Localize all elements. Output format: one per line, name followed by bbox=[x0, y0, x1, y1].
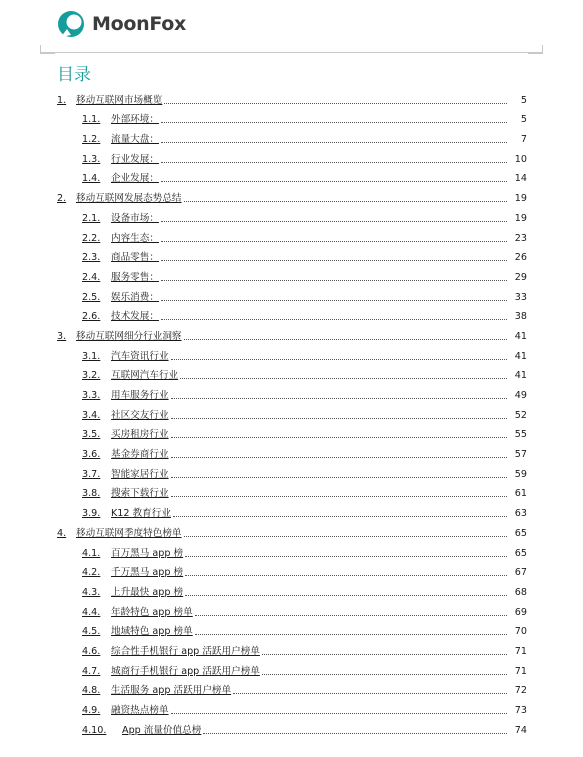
toc-entry-label[interactable]: 服务零售： bbox=[111, 271, 159, 283]
toc-entry-label[interactable]: 移动互联网季度特色榜单 bbox=[76, 527, 182, 539]
toc-entry-label[interactable]: 设备市场： bbox=[111, 212, 159, 224]
toc-leader-dots bbox=[184, 201, 507, 202]
toc-entry-label[interactable]: 娱乐消费： bbox=[111, 291, 159, 303]
toc-entry[interactable] bbox=[57, 126, 527, 146]
toc-entry-number: 4.5. bbox=[82, 626, 101, 638]
toc-entry-page: 52 bbox=[514, 409, 527, 421]
toc-entry[interactable] bbox=[57, 87, 527, 107]
toc-leader-dots bbox=[161, 221, 507, 222]
toc-entry-page: 65 bbox=[514, 547, 527, 559]
toc-entry-label[interactable]: 外部环境： bbox=[111, 114, 159, 126]
toc-entry-number: 1.4. bbox=[82, 173, 101, 185]
toc-entry[interactable] bbox=[57, 166, 527, 186]
toc-entry-number: 4.10. bbox=[82, 724, 107, 736]
toc-entry-number: 3.7. bbox=[82, 468, 101, 480]
toc-leader-dots bbox=[203, 733, 507, 734]
toc-entry-number: 3.9. bbox=[82, 508, 101, 520]
toc-entry[interactable] bbox=[57, 579, 527, 599]
toc-entry[interactable] bbox=[57, 363, 527, 383]
toc-entry-page: 71 bbox=[514, 645, 527, 657]
toc-entry[interactable] bbox=[57, 264, 527, 284]
toc-entry-number: 2. bbox=[57, 193, 67, 205]
toc-entry-page: 55 bbox=[514, 429, 527, 441]
toc-entry-number: 3.1. bbox=[82, 350, 101, 362]
toc-entry-page: 33 bbox=[514, 291, 527, 303]
toc-entry-page: 67 bbox=[514, 567, 527, 579]
toc-leader-dots bbox=[173, 516, 507, 517]
toc-entry[interactable] bbox=[57, 323, 527, 343]
toc-entry-label[interactable]: K12 教育行业 bbox=[111, 508, 171, 520]
toc-entry-label[interactable]: 地域特色 app 榜单 bbox=[111, 626, 193, 638]
toc-entry[interactable] bbox=[57, 185, 527, 205]
toc-entry-label[interactable]: 汽车资讯行业 bbox=[111, 350, 169, 362]
toc-entry[interactable] bbox=[57, 422, 527, 442]
toc-leader-dots bbox=[233, 693, 507, 694]
toc-entry[interactable] bbox=[57, 304, 527, 324]
toc-entry[interactable] bbox=[57, 146, 527, 166]
brand-logo bbox=[57, 10, 186, 38]
toc-entry-label[interactable]: 技术发展： bbox=[111, 311, 159, 323]
toc-entry-number: 4.2. bbox=[82, 567, 101, 579]
toc-entry[interactable] bbox=[57, 658, 527, 678]
toc-entry-number: 4.9. bbox=[82, 705, 101, 716]
toc-entry-page: 65 bbox=[514, 527, 527, 539]
toc-leader-dots bbox=[161, 181, 507, 182]
toc-entry-label[interactable]: 用车服务行业 bbox=[111, 390, 169, 401]
toc-entry[interactable] bbox=[57, 205, 527, 225]
toc-leader-dots bbox=[171, 496, 507, 497]
toc-entry-page: 61 bbox=[514, 488, 527, 500]
toc-entry[interactable] bbox=[57, 560, 527, 580]
toc-entry-label[interactable]: 基金券商行业 bbox=[111, 449, 169, 461]
toc-entry-page: 41 bbox=[514, 330, 527, 342]
toc-entry-label[interactable]: 移动互联网市场概览 bbox=[76, 94, 163, 106]
toc-entry[interactable] bbox=[57, 284, 527, 304]
toc-entry[interactable] bbox=[57, 599, 527, 619]
toc-entry-page: 73 bbox=[514, 705, 527, 716]
toc-entry-page: 57 bbox=[514, 449, 527, 461]
toc-entry-number: 4.4. bbox=[82, 606, 101, 618]
toc-entry-label[interactable]: 买房租房行业 bbox=[111, 429, 169, 441]
toc-entry-label[interactable]: 百万黑马 app 榜 bbox=[111, 547, 184, 559]
toc-entry-label[interactable]: 上升最快 app 榜 bbox=[111, 586, 184, 598]
moonfox-logo-icon bbox=[57, 10, 85, 38]
toc-entry-page: 19 bbox=[514, 212, 527, 224]
toc-leader-dots bbox=[161, 260, 507, 261]
toc-leader-dots bbox=[161, 319, 507, 320]
toc-entry-number: 3.3. bbox=[82, 390, 101, 401]
toc-leader-dots bbox=[185, 595, 507, 596]
toc-entry-page: 7 bbox=[520, 134, 527, 146]
toc-entry-number: 2.1. bbox=[82, 212, 101, 224]
toc-entry-number: 4.8. bbox=[82, 685, 101, 697]
toc-leader-dots bbox=[161, 280, 507, 281]
toc-leader-dots bbox=[171, 457, 507, 458]
toc-entry-number: 1.3. bbox=[82, 153, 101, 165]
toc-entry-number: 2.4. bbox=[82, 271, 101, 283]
toc-leader-dots bbox=[262, 654, 507, 655]
toc-entry-number: 4.6. bbox=[82, 645, 101, 657]
toc-entry-number: 2.5. bbox=[82, 291, 101, 303]
toc-entry-page: 63 bbox=[514, 508, 527, 520]
toc-entry-number: 1. bbox=[57, 94, 67, 106]
toc-entry[interactable] bbox=[57, 717, 527, 737]
toc-entry[interactable] bbox=[57, 441, 527, 461]
toc-entry-page: 29 bbox=[514, 271, 527, 283]
toc-entry[interactable] bbox=[57, 697, 527, 717]
toc-leader-dots bbox=[161, 162, 507, 163]
toc-entry-label[interactable]: 企业发展： bbox=[111, 173, 159, 185]
toc-leader-dots bbox=[171, 398, 507, 399]
toc-entry-label[interactable]: 智能家居行业 bbox=[111, 468, 169, 480]
toc-entry[interactable] bbox=[57, 402, 527, 422]
toc-entry-page: 5 bbox=[520, 114, 527, 126]
toc-entry-number: 1.1. bbox=[82, 114, 101, 126]
toc-entry-page: 41 bbox=[514, 370, 527, 382]
toc-entry-label[interactable]: 社区交友行业 bbox=[111, 409, 169, 421]
brand-name: MoonFox bbox=[92, 13, 186, 35]
toc-entry-label[interactable]: 融资热点榜单 bbox=[111, 705, 169, 716]
toc-entry-label[interactable]: 移动互联网细分行业洞察 bbox=[76, 330, 182, 342]
toc-leader-dots bbox=[185, 556, 507, 557]
toc-entry-number: 4.1. bbox=[82, 547, 101, 559]
toc-leader-dots bbox=[161, 142, 507, 143]
toc-entry-label[interactable]: 生活服务 app 活跃用户榜单 bbox=[111, 685, 232, 697]
toc-entry-page: 14 bbox=[514, 173, 527, 185]
toc-entry-page: 68 bbox=[514, 586, 527, 598]
toc-leader-dots bbox=[164, 103, 507, 104]
toc-entry-number: 3.2. bbox=[82, 370, 101, 382]
table-of-contents bbox=[57, 87, 527, 737]
toc-leader-dots bbox=[171, 477, 507, 478]
toc-entry[interactable] bbox=[57, 481, 527, 501]
toc-entry-label[interactable]: 千万黑马 app 榜 bbox=[111, 567, 184, 579]
toc-entry[interactable] bbox=[57, 638, 527, 658]
toc-entry-label[interactable]: 行业发展： bbox=[111, 153, 159, 165]
toc-leader-dots bbox=[161, 241, 507, 242]
toc-entry-number: 2.6. bbox=[82, 311, 101, 323]
toc-entry-label[interactable]: 搜索下载行业 bbox=[111, 488, 169, 500]
toc-entry-page: 72 bbox=[514, 685, 527, 697]
toc-entry-number: 3.6. bbox=[82, 449, 101, 461]
toc-entry-page: 41 bbox=[514, 350, 527, 362]
toc-entry-page: 19 bbox=[514, 193, 527, 205]
header-divider bbox=[40, 52, 543, 53]
toc-entry-label[interactable]: App 流量价值总榜 bbox=[122, 724, 202, 736]
toc-entry-page: 74 bbox=[514, 724, 527, 736]
toc-entry-number: 3. bbox=[57, 330, 67, 342]
toc-leader-dots bbox=[180, 378, 507, 379]
toc-entry-label[interactable]: 城商行手机银行 app 活跃用户榜单 bbox=[111, 665, 260, 677]
toc-entry-page: 38 bbox=[514, 311, 527, 323]
toc-entry-number: 2.2. bbox=[82, 232, 101, 244]
toc-entry[interactable] bbox=[57, 540, 527, 560]
toc-entry-page: 23 bbox=[514, 232, 527, 244]
toc-entry[interactable] bbox=[57, 461, 527, 481]
toc-entry-number: 3.5. bbox=[82, 429, 101, 441]
toc-leader-dots bbox=[184, 339, 507, 340]
toc-entry-number: 4.7. bbox=[82, 665, 101, 677]
toc-leader-dots bbox=[161, 300, 507, 301]
toc-entry-label[interactable]: 流量大盘： bbox=[111, 134, 159, 146]
toc-entry-label[interactable]: 互联网汽车行业 bbox=[111, 370, 179, 382]
toc-entry-number: 2.3. bbox=[82, 252, 101, 264]
toc-entry-number: 4. bbox=[57, 527, 67, 539]
toc-entry[interactable] bbox=[57, 520, 527, 540]
toc-entry[interactable] bbox=[57, 382, 527, 402]
toc-entry-number: 3.4. bbox=[82, 409, 101, 421]
toc-entry[interactable] bbox=[57, 225, 527, 245]
toc-entry[interactable] bbox=[57, 343, 527, 363]
toc-entry-number: 3.8. bbox=[82, 488, 101, 500]
toc-entry-page: 10 bbox=[514, 153, 527, 165]
toc-entry-number: 1.2. bbox=[82, 134, 101, 146]
toc-leader-dots bbox=[161, 122, 507, 123]
toc-leader-dots bbox=[262, 674, 507, 675]
toc-entry-page: 70 bbox=[514, 626, 527, 638]
toc-entry-label[interactable]: 商品零售： bbox=[111, 252, 159, 264]
toc-leader-dots bbox=[171, 418, 507, 419]
toc-leader-dots bbox=[171, 359, 507, 360]
toc-leader-dots bbox=[185, 575, 507, 576]
toc-entry[interactable] bbox=[57, 619, 527, 639]
toc-entry-number: 4.3. bbox=[82, 586, 101, 598]
toc-entry-page: 5 bbox=[520, 94, 527, 106]
toc-entry-label[interactable]: 内容生态： bbox=[111, 232, 159, 244]
toc-entry-page: 26 bbox=[514, 252, 527, 264]
toc-entry-label[interactable]: 综合性手机银行 app 活跃用户榜单 bbox=[111, 645, 260, 657]
toc-entry[interactable] bbox=[57, 107, 527, 127]
toc-entry-page: 71 bbox=[514, 665, 527, 677]
toc-leader-dots bbox=[195, 615, 507, 616]
toc-entry-label[interactable]: 年龄特色 app 榜单 bbox=[111, 606, 193, 618]
toc-entry[interactable] bbox=[57, 678, 527, 698]
toc-leader-dots bbox=[171, 437, 507, 438]
toc-leader-dots bbox=[171, 713, 507, 714]
toc-leader-dots bbox=[195, 634, 507, 635]
toc-entry[interactable] bbox=[57, 500, 527, 520]
toc-leader-dots bbox=[184, 536, 507, 537]
toc-entry-label[interactable]: 移动互联网发展态势总结 bbox=[76, 193, 182, 205]
toc-title: 目录 bbox=[57, 65, 91, 85]
toc-entry-page: 49 bbox=[514, 390, 527, 401]
toc-entry-page: 59 bbox=[514, 468, 527, 480]
toc-entry[interactable] bbox=[57, 245, 527, 265]
toc-entry-page: 69 bbox=[514, 606, 527, 618]
